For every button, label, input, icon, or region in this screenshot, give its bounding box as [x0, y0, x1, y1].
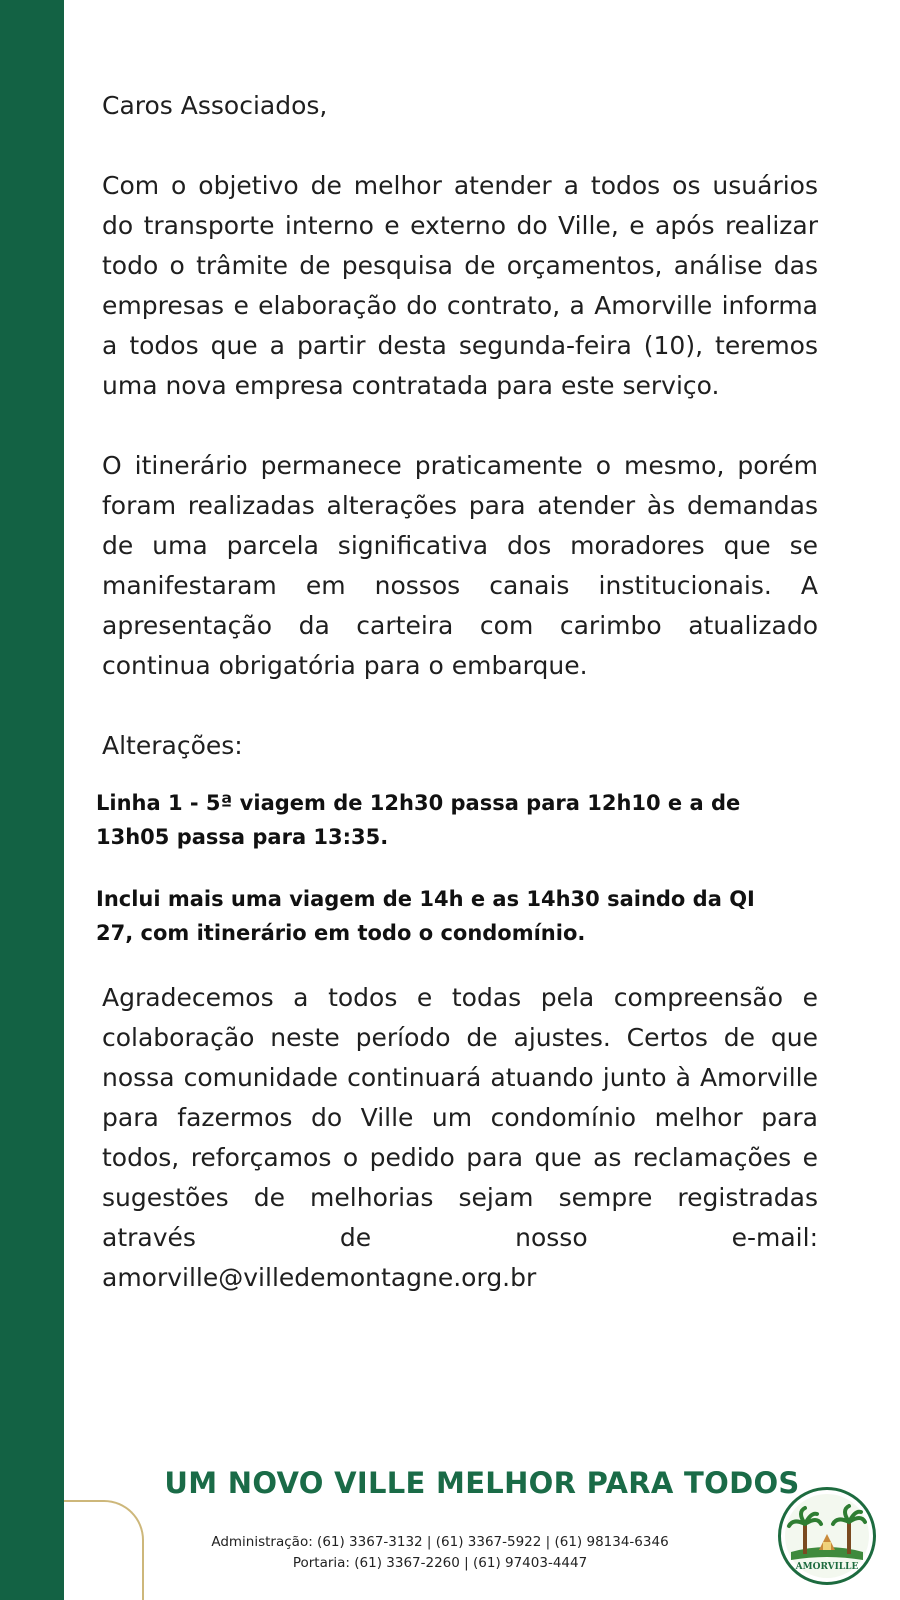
logo-wordmark: AMORVILLE [795, 1562, 859, 1572]
palm-trees-icon [781, 1490, 873, 1582]
admin-contacts: Administração: (61) 3367-3132 | (61) 3367-5922 | (61) 98134-6346 [211, 1534, 669, 1550]
left-green-bar [0, 0, 64, 1600]
amorville-logo [778, 1487, 876, 1585]
contacts-block [160, 1532, 720, 1574]
gate-contacts: Portaria: (61) 3367-2260 | (61) 97403-4447 [292, 1555, 588, 1571]
paragraph-itinerary: O itinerário permanece praticamente o mesmo, porém foram realizadas alterações para atender às demandas de uma parcela significativa dos moradores que se manifestaram em nossos canais institucionais. A apresentação da carteira com carimbo atualizado continua obrigatória para o embarque. [102, 451, 818, 680]
change-item-2: Inclui mais uma viagem de 14h e as 14h30 saindo da QI 27, com itinerário em todo o condomínio. [96, 887, 755, 945]
greeting: Caros Associados, [102, 91, 328, 120]
paragraph-intro: Com o objetivo de melhor atender a todos os usuários do transporte interno e externo do Ville, e após realizar todo o trâmite de pesquisa de orçamentos, análise das empresas e elaboração do contrato, a Amorville informa a todos que a partir desta segunda-feira (10), teremos uma nova empresa contratada para este serviço. [102, 171, 818, 400]
changes-heading: Alterações: [102, 731, 243, 760]
paragraph-closing: Agradecemos a todos e todas pela compreensão e colaboração neste período de ajustes. Certos de que nossa comunidade continuará atuando junto à Amorville para fazermos do Ville um condomínio melhor para todos, reforçamos o pedido para que as reclamações e sugestões de melhorias sejam sempre registradas através de nosso e-mail: amorville@villedemontagne.org.br [102, 983, 818, 1292]
decorative-corner-arc [64, 1500, 144, 1600]
slogan: UM NOVO VILLE MELHOR PARA TODOS [164, 1466, 800, 1500]
letter-body [96, 86, 818, 1298]
change-item-1: Linha 1 - 5ª viagem de 12h30 passa para 12h10 e a de 13h05 passa para 13:35. [96, 791, 741, 849]
